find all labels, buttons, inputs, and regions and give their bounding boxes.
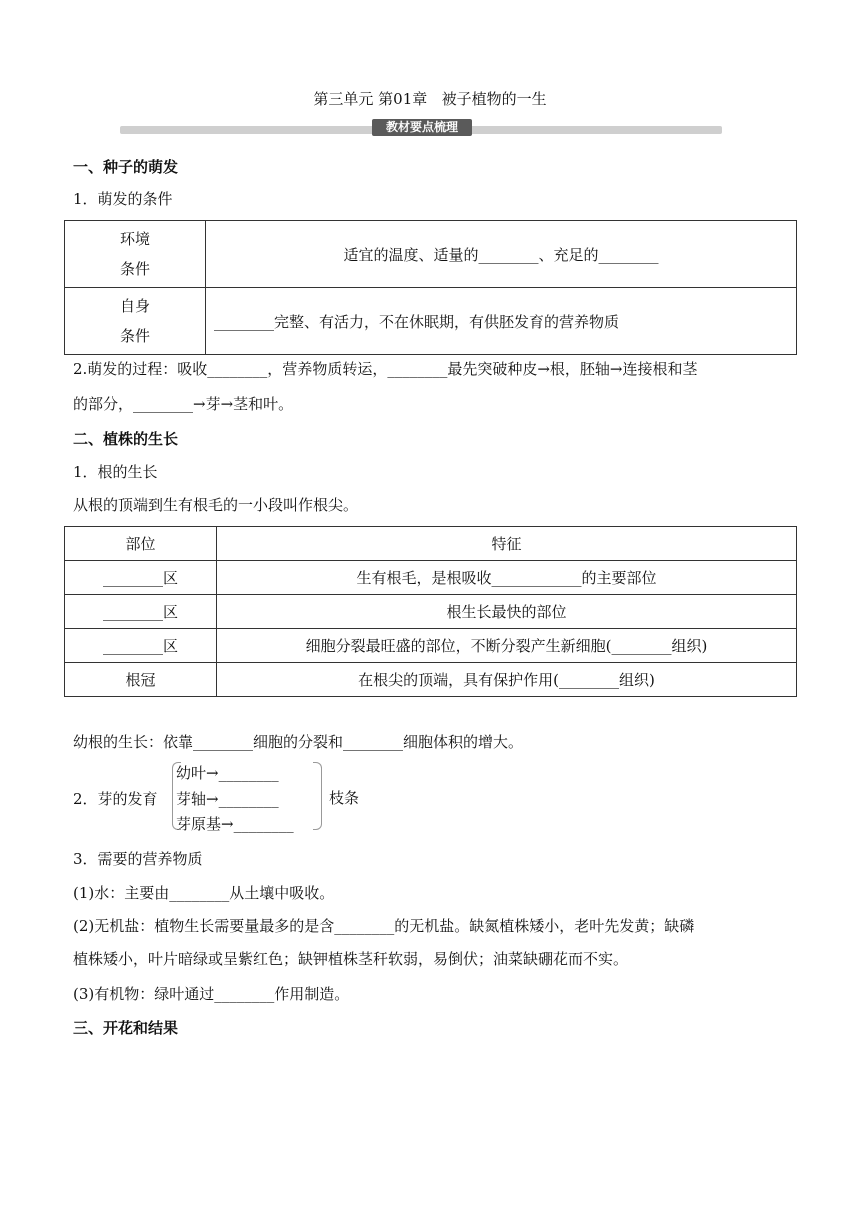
root-tip-table [64,526,797,697]
condition-label: 条件 [119,327,150,345]
root-part-cell: ________区 [65,629,217,663]
bud-item: 芽原基→________ [176,815,294,833]
germination-conditions-table [64,220,797,355]
nutrient-mineral-line1: (2)无机盐：植物生长需要量最多的是含________的无机盐。缺氮植株矮小，老叶先发黄；缺磷 [73,917,695,935]
root-feature-cell: 细胞分裂最旺盛的部位，不断分裂产生新细胞(________组织) [217,629,797,663]
table-row [65,221,797,288]
table-row [65,288,797,355]
germination-process-line1: 2.萌发的过程：吸收________，营养物质转运，________最先突破种皮→根，胚轴→连接根和茎 [73,360,698,378]
nutrient-mineral-line2: 植株矮小，叶片暗绿或呈紫红色；缺钾植株茎秆软弱，易倒伏；油菜缺硼花而不实。 [73,950,629,968]
bud-development-label: 2．芽的发育 [73,790,158,808]
column-header-part: 部位 [65,527,217,561]
subheading-nutrients: 3．需要的营养物质 [73,850,203,868]
table-row [65,629,797,663]
table-header-row [65,527,797,561]
banner-label: 教材要点梳理 [372,119,472,136]
bud-item: 幼叶→________ [176,764,279,782]
table-row [65,663,797,697]
page-title: 第三单元 第01章 被子植物的一生 [313,90,547,108]
condition-label: 环境 [119,230,150,248]
nutrient-water: (1)水：主要由________从土壤中吸收。 [73,884,335,902]
right-brace [313,762,322,830]
bud-result: 枝条 [329,789,360,807]
root-part-cell: ________区 [65,561,217,595]
condition-content: ________完整、有活力，不在休眠期，有供胚发育的营养物质 [206,288,797,355]
condition-label-cell [65,288,206,355]
table-row [65,561,797,595]
bud-development-diagram [73,760,473,832]
condition-label: 条件 [119,260,150,278]
section-heading-plant-growth: 二、植株的生长 [73,430,179,448]
condition-content: 适宜的温度、适量的________、充足的________ [206,221,797,288]
root-part-cell: ________区 [65,595,217,629]
condition-label-cell [65,221,206,288]
column-header-feature: 特征 [217,527,797,561]
subheading-germination-conditions: 1．萌发的条件 [73,190,173,208]
condition-label: 自身 [119,297,150,315]
subheading-root-growth: 1．根的生长 [73,463,158,481]
nutrient-organic: (3)有机物：绿叶通过________作用制造。 [73,985,350,1003]
root-feature-cell: 根生长最快的部位 [217,595,797,629]
section-heading-flowering-fruiting: 三、开花和结果 [73,1019,179,1037]
root-part-cell: 根冠 [65,663,217,697]
germination-process-line2: 的部分，________→芽→茎和叶。 [73,395,294,413]
section-heading-seed-germination: 一、种子的萌发 [73,158,179,176]
bud-item: 芽轴→________ [176,790,279,808]
root-feature-cell: 在根尖的顶端，具有保护作用(________组织) [217,663,797,697]
young-root-growth: 幼根的生长：依靠________细胞的分裂和________细胞体积的增大。 [73,733,524,751]
root-tip-intro: 从根的顶端到生有根毛的一小段叫作根尖。 [73,496,359,514]
table-row [65,595,797,629]
root-feature-cell: 生有根毛，是根吸收____________的主要部位 [217,561,797,595]
